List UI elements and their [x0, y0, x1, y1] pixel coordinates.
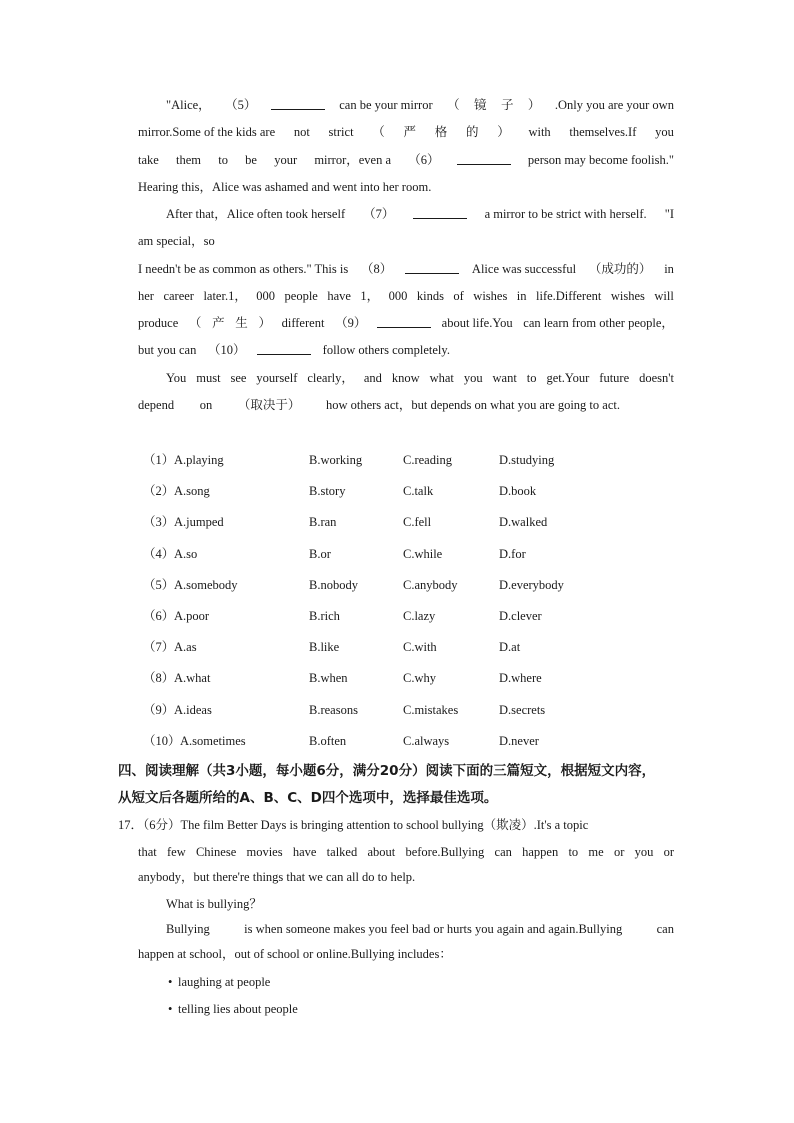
option-choice-d[interactable]: D.everybody [499, 578, 564, 592]
word: kinds [416, 289, 444, 303]
answer-blank[interactable] [457, 152, 511, 165]
word: Bullying [166, 922, 210, 936]
option-choice-d[interactable]: D.secrets [499, 703, 546, 717]
option-choice-d[interactable]: D.where [499, 671, 542, 685]
word: wishes [610, 289, 645, 303]
option-choice-b[interactable]: B.often [309, 734, 347, 748]
option-choice-b[interactable]: B.like [309, 640, 340, 654]
option-choice-a[interactable]: A.so [174, 547, 198, 561]
passage-line [166, 97, 674, 113]
option-choice-b[interactable]: B.or [309, 547, 331, 561]
word: can learn from other people， [523, 316, 674, 330]
answer-blank[interactable] [377, 315, 431, 328]
word: ） [258, 316, 271, 330]
option-choice-b[interactable]: B.reasons [309, 703, 358, 717]
option-choice-d[interactable]: D.clever [499, 609, 542, 623]
passage-line [166, 370, 674, 386]
word: to [526, 371, 537, 385]
option-choice-d[interactable]: D.walked [499, 515, 548, 529]
word: I needn't be as common as others." This is [138, 262, 349, 276]
passage-line [138, 342, 450, 358]
option-choice-b[interactable]: B.when [309, 671, 348, 685]
subheading: What is bullying？ [166, 897, 262, 911]
word: （6） [408, 153, 440, 167]
answer-blank[interactable] [413, 206, 467, 219]
option-choice-a[interactable]: A.what [174, 671, 211, 685]
option-choice-a[interactable]: A.ideas [174, 703, 212, 717]
word: you [655, 125, 674, 139]
word: （ [447, 98, 460, 112]
word: （ [188, 316, 202, 330]
word: 生 [235, 316, 248, 330]
word: people [284, 289, 318, 303]
word: 严 [403, 125, 417, 139]
word: Chinese [195, 845, 237, 859]
option-choice-c[interactable]: C.anybody [403, 578, 458, 592]
passage-line: am special，so [138, 234, 215, 248]
passage-line [138, 315, 674, 331]
word: depend [138, 398, 175, 412]
option-number: （9） [143, 703, 175, 717]
word: about life.You [441, 316, 513, 330]
word: have [327, 289, 351, 303]
word: that [138, 845, 157, 859]
word: happen [522, 845, 559, 859]
word: is when someone makes you feel bad or hurts you again and again.Bullying [244, 922, 623, 936]
word: or [663, 845, 674, 859]
word: before.Bullying [405, 845, 485, 859]
word: have [292, 845, 317, 859]
word: life.Different [536, 289, 602, 303]
option-choice-c[interactable]: C.while [403, 547, 443, 561]
word: must [196, 371, 221, 385]
option-number: （5） [143, 578, 175, 592]
word: clearly， [307, 371, 354, 385]
option-number: （1） [143, 453, 175, 467]
word: or [613, 845, 625, 859]
word: You [166, 371, 187, 385]
word: few [166, 845, 186, 859]
word: After that，Alice often took herself [166, 207, 346, 221]
word: follow others completely. [322, 343, 450, 357]
word: can [656, 922, 674, 936]
word: （9） [335, 316, 367, 330]
passage-line [166, 206, 674, 222]
option-choice-a[interactable]: A.song [174, 484, 210, 498]
option-choice-c[interactable]: C.reading [403, 453, 452, 467]
word: .Only you are your own [554, 98, 674, 112]
section-heading: 四、阅读理解（共3小题，每小题6分，满分20分）阅读下面的三篇短文，根据短文内容， [118, 763, 656, 779]
option-choice-c[interactable]: C.mistakes [403, 703, 459, 717]
option-choice-a[interactable]: A.somebody [174, 578, 238, 592]
word: take [138, 153, 159, 167]
bullet-item: • laughing at people [168, 975, 271, 989]
word: will [654, 289, 674, 303]
word: person may become foolish." [527, 153, 674, 167]
word: movies [246, 845, 283, 859]
answer-blank[interactable] [271, 97, 325, 110]
word: different [281, 316, 325, 330]
word: want [492, 371, 517, 385]
word: them [176, 153, 202, 167]
word: 1， [360, 289, 380, 303]
question-17-line [166, 921, 674, 937]
option-choice-b[interactable]: B.rich [309, 609, 340, 623]
word: future [599, 371, 630, 385]
word: （8） [361, 262, 393, 276]
word: her [138, 289, 154, 303]
option-number: （7） [143, 640, 175, 654]
word: mirror，even a [314, 153, 392, 167]
word: mirror.Some of the kids are [138, 125, 276, 139]
answer-blank[interactable] [405, 261, 459, 274]
word: wishes [473, 289, 508, 303]
option-choice-d[interactable]: D.for [499, 547, 526, 561]
option-choice-d[interactable]: D.never [499, 734, 539, 748]
word: see [230, 371, 247, 385]
passage-line: Hearing this，Alice was ashamed and went into her room. [138, 180, 432, 194]
word: how others act，but depends on what you are going to act. [325, 398, 620, 412]
word: with [528, 125, 551, 139]
section-heading: 从短文后各题所给的A、B、C、D四个选项中，选择最佳选项。 [118, 790, 498, 806]
word: （5） [225, 98, 257, 112]
word: about [367, 845, 396, 859]
option-choice-c[interactable]: C.talk [403, 484, 434, 498]
option-number: （10） [143, 734, 181, 748]
word: （ [372, 125, 385, 139]
option-choice-d[interactable]: D.studying [499, 453, 555, 467]
word: can [494, 845, 512, 859]
word: a mirror to be strict with herself. [484, 207, 647, 221]
question-17-line: happen at school，out of school or online.Bullying includes： [138, 947, 452, 961]
bullet-icon: • [168, 975, 173, 989]
word: yourself [256, 371, 298, 385]
option-number: （4） [143, 547, 175, 561]
option-choice-d[interactable]: D.at [499, 640, 521, 654]
option-choice-a[interactable]: A.poor [174, 609, 210, 623]
question-17-line [138, 844, 674, 860]
word: 子 [500, 98, 514, 112]
word: Alice was successful [471, 262, 577, 276]
passage-line [138, 397, 620, 413]
option-choice-a[interactable]: A.as [174, 640, 197, 654]
word: （7） [363, 207, 395, 221]
word: 000 [256, 289, 276, 303]
word: in [664, 262, 674, 276]
word: your [274, 153, 298, 167]
word: be [245, 153, 257, 167]
option-number: （3） [143, 515, 175, 529]
option-choice-b[interactable]: B.nobody [309, 578, 358, 592]
option-choice-c[interactable]: C.why [403, 671, 436, 685]
word: in [516, 289, 527, 303]
word: you [634, 845, 654, 859]
option-choice-a[interactable]: A.sometimes [180, 734, 246, 748]
word: talked [326, 845, 358, 859]
word: career [163, 289, 194, 303]
question-17-line: anybody，but there're things that we can all do to help. [138, 870, 416, 884]
word: 镜 [474, 98, 487, 112]
word: "I [664, 207, 674, 221]
option-number: （2） [143, 484, 175, 498]
bullet-icon: • [168, 1002, 173, 1016]
bullet-item: • telling lies about people [168, 1002, 298, 1016]
option-choice-c[interactable]: C.lazy [403, 609, 436, 623]
word: （取决于） [237, 398, 301, 412]
option-choice-c[interactable]: C.always [403, 734, 450, 748]
passage-line [138, 288, 674, 304]
option-choice-d[interactable]: D.book [499, 484, 537, 498]
word: ） [527, 98, 541, 112]
word: produce [138, 316, 179, 330]
word: doesn't [639, 371, 674, 385]
passage-line [138, 124, 674, 140]
option-choice-c[interactable]: C.fell [403, 515, 432, 529]
word: 的 [465, 125, 479, 139]
word: to [218, 153, 228, 167]
word: （10） [207, 343, 246, 357]
option-choice-b[interactable]: B.ran [309, 515, 337, 529]
option-choice-a[interactable]: A.jumped [174, 515, 224, 529]
option-number: （8） [143, 671, 175, 685]
word: （成功的） [588, 262, 652, 276]
word: 产 [212, 316, 225, 330]
word: strict [328, 125, 354, 139]
answer-blank[interactable] [257, 342, 311, 355]
word: of [453, 289, 464, 303]
option-choice-c[interactable]: C.with [403, 640, 437, 654]
word: know [391, 371, 420, 385]
word: me [588, 845, 604, 859]
word: you [463, 371, 483, 385]
question-17-line: 17．（6分）The film Better Days is bringing attention to school bullying（欺凌）.It's a topic [118, 818, 589, 832]
option-choice-b[interactable]: B.working [309, 453, 363, 467]
word: get.Your [546, 371, 590, 385]
word: 000 [388, 289, 408, 303]
word: later.1， [203, 289, 247, 303]
passage-line [138, 152, 674, 168]
word: not [293, 125, 310, 139]
word: to [568, 845, 579, 859]
word: on [199, 398, 213, 412]
word: themselves.If [569, 125, 637, 139]
word: but you can [138, 343, 197, 357]
word: what [429, 371, 454, 385]
word: "Alice， [166, 98, 211, 112]
word: ） [497, 125, 510, 139]
word: and [363, 371, 382, 385]
word: 格 [434, 125, 448, 139]
passage-line [138, 261, 674, 277]
option-choice-b[interactable]: B.story [309, 484, 346, 498]
word: can be your mirror [339, 98, 433, 112]
option-number: （6） [143, 609, 175, 623]
option-choice-a[interactable]: A.playing [174, 453, 224, 467]
